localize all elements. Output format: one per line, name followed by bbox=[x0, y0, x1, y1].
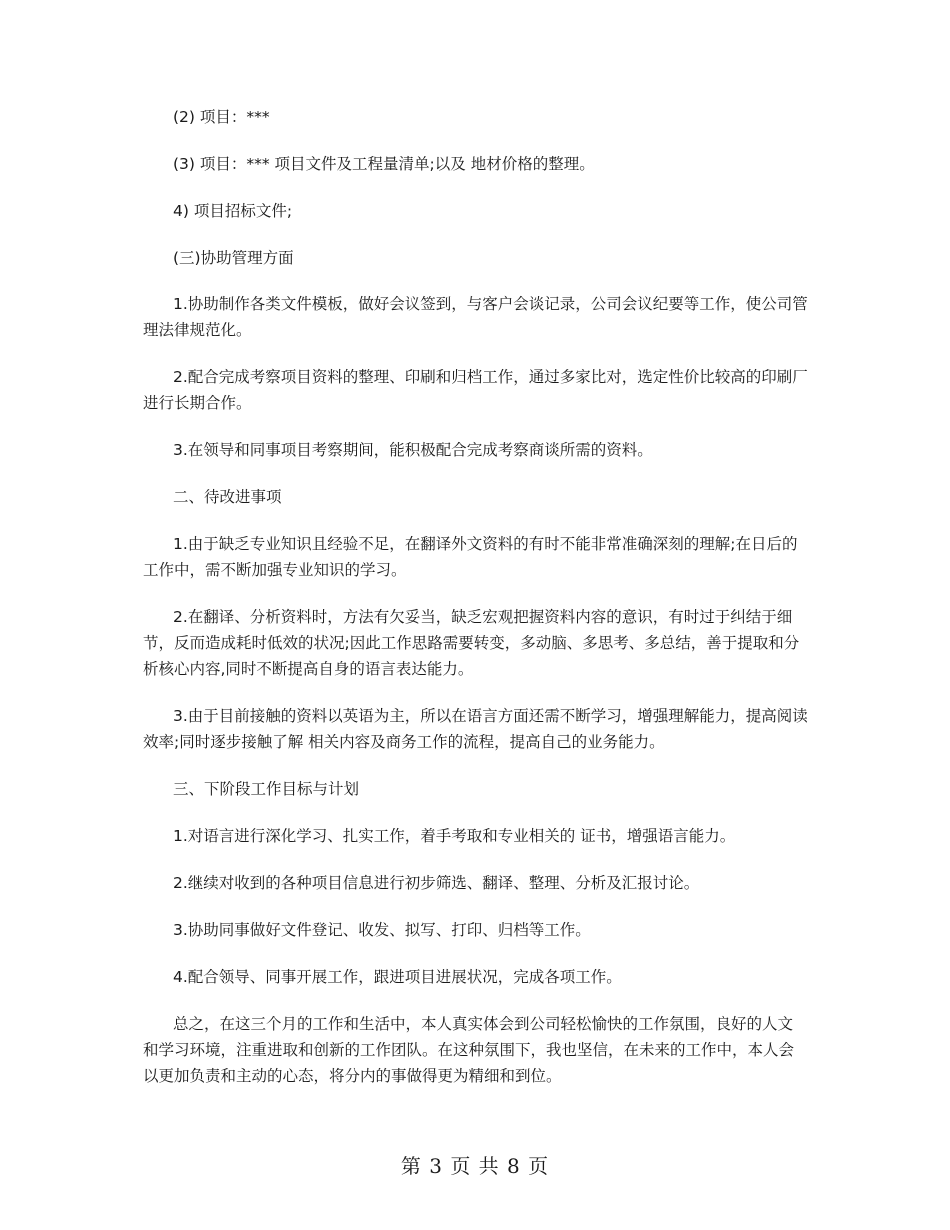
paragraph-management-3: 3.在领导和同事项目考察期间，能积极配合完成考察商谈所需的资料。 bbox=[173, 441, 653, 459]
paragraph-management-1: 1.协助制作各类文件模板，做好会议签到，与客户会谈记录，公司会议纪要等工作，使公司管理法律规范化。 bbox=[143, 295, 808, 339]
paragraph-conclusion: 总之，在这三个月的工作和生活中，本人真实体会到公司轻松愉快的工作氛围，良好的人文和学习环境，注重进取和创新的工作团队。在这种氛围下，我也坚信，在未来的工作中，本人会以更加负责和主动的心态，将分内的事做得更为精细和到位。 bbox=[143, 1015, 795, 1085]
paragraph-item-3: (3) 项目：*** 项目文件及工程量清单;以及 地材价格的整理。 bbox=[173, 155, 595, 173]
paragraph-plan-4: 4.配合领导、同事开展工作，跟进项目进展状况，完成各项工作。 bbox=[173, 968, 622, 986]
paragraph-improvement-1: 1.由于缺乏专业知识且经验不足，在翻译外文资料的有时不能非常准确深刻的理解;在日后的工作中，需不断加强专业知识的学习。 bbox=[143, 535, 798, 579]
paragraph-plan-3: 3.协助同事做好文件登记、收发、拟写、打印、归档等工作。 bbox=[173, 921, 591, 939]
paragraph-improvement-3: 3.由于目前接触的资料以英语为主，所以在语言方面还需不断学习，增强理解能力，提高阅读效率;同时逐步接触了解 相关内容及商务工作的流程，提高自己的业务能力。 bbox=[143, 707, 808, 751]
page-footer: 第 3 页 共 8 页 bbox=[400, 1154, 550, 1178]
section-heading-management: (三)协助管理方面 bbox=[173, 249, 294, 267]
paragraph-item-2: (2) 项目：*** bbox=[173, 108, 270, 126]
document-body bbox=[143, 104, 808, 1089]
section-heading-improvements: 二、待改进事项 bbox=[173, 488, 282, 506]
paragraph-management-2: 2.配合完成考察项目资料的整理、印刷和归档工作，通过多家比对，选定性价比较高的印刷厂进行长期合作。 bbox=[143, 368, 808, 412]
paragraph-plan-2: 2.继续对收到的各种项目信息进行初步筛选、翻译、整理、分析及汇报讨论。 bbox=[173, 874, 700, 892]
paragraph-improvement-2: 2.在翻译、分析资料时，方法有欠妥当，缺乏宏观把握资料内容的意识，有时过于纠结于细节，反而造成耗时低效的状况;因此工作思路需要转变，多动脑、多思考、多总结，善于提取和分析核心内容,同时不断提高自身的语言表达能力。 bbox=[143, 608, 800, 678]
paragraph-plan-1: 1.对语言进行深化学习、扎实工作，着手考取和专业相关的 证书，增强语言能力。 bbox=[173, 827, 736, 845]
paragraph-item-4: 4) 项目招标文件; bbox=[173, 202, 293, 220]
section-heading-next-plan: 三、下阶段工作目标与计划 bbox=[173, 780, 360, 798]
